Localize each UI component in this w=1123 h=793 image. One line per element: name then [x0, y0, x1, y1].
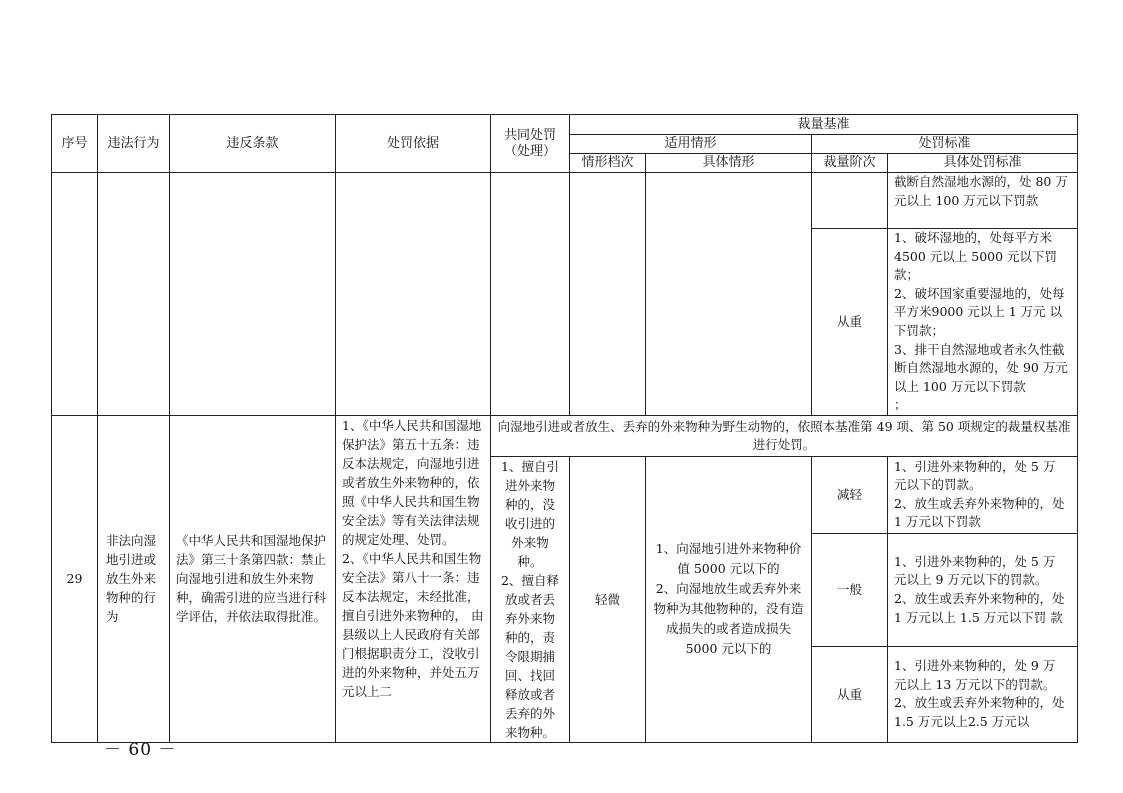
continued-standard-top: 截断自然湿地水源的，处 80 万元以上 100 万元以下罚款 [888, 173, 1078, 229]
discretion-table [51, 114, 1078, 743]
std-line: 2、放生或丢弃外来物种的，处 1 万元以上 1.5 万元以下罚 款 [894, 590, 1065, 625]
page-number: － 60 － [104, 740, 177, 760]
stage-standard [888, 647, 1078, 743]
stage-standard [888, 456, 1078, 533]
item-circumstance [646, 456, 812, 742]
stage-name: 一般 [812, 533, 888, 646]
joint-line: 2、擅自释放或者丢弃外来物种的，责令限期捕回、找回释放或者丢弃的外来物种。 [501, 572, 559, 740]
std-line: 1、引进外来物种的，处 9 万 元以上 13 万元以下的罚款。 [894, 658, 1056, 692]
header-seq: 序号 [52, 115, 98, 173]
header-row-1 [52, 115, 1078, 135]
item-penalty-basis [336, 415, 491, 742]
header-discretion: 裁量基准 [570, 115, 1078, 135]
header-joint-penalty-line2: （处理） [503, 143, 556, 159]
item-violation: 非法向湿地引进或放生外来物种的行为 [98, 415, 170, 742]
std-line: 2、放生或丢弃外来物种的，处 1 万元以下罚款 [894, 495, 1065, 530]
std-line: 1、破坏湿地的，处每平方米 4500 元以上 5000 元以下罚款； [894, 230, 1058, 283]
std-line: 1、引进外来物种的，处 5 万 元以下的罚款。 [894, 458, 1056, 493]
header-violated-clause: 违反条款 [170, 115, 336, 173]
item-level: 轻微 [570, 456, 646, 742]
circumstance-line: 1、向湿地引进外来物种价值 5000 元以下的 [655, 541, 802, 577]
std-line: 2、破坏国家重要湿地的，处每平方米9000 元以上 1 万元 以下罚款； [894, 285, 1065, 338]
circumstance-line: 2、向湿地放生或丢弃外来物种为其他物种的，没有造成损失的或者造成损失 5000 元以下的 [653, 581, 804, 657]
item-joint-penalty [491, 456, 570, 742]
header-standard-detail: 具体处罚标准 [888, 154, 1078, 173]
item-29-note-row [52, 415, 1078, 456]
std-line: 2、放生或丢弃外来物种的，处 1.5 万元以上2.5 万元以 [894, 695, 1065, 730]
header-circumstance: 具体情形 [646, 154, 812, 173]
header-level: 情形档次 [570, 154, 646, 173]
stage-name: 从重 [812, 647, 888, 743]
continued-standard-heavy [888, 229, 1078, 416]
header-violation: 违法行为 [98, 115, 170, 173]
continued-row-1 [52, 173, 1078, 229]
header-joint-penalty [491, 115, 570, 173]
item-violated-clause: 《中华人民共和国湿地保护法》第三十条第四款：禁止向湿地引进和放生外来物种，确需引进的应当进行科学评估，并依法取得批准。 [170, 415, 336, 742]
std-line: ； [894, 397, 907, 413]
continued-stage-heavy: 从重 [812, 229, 888, 416]
header-penalty-basis: 处罚依据 [336, 115, 491, 173]
std-line: 3、排干自然湿地或者永久性截断自然湿地水源的，处 90 万元以上 100 万元以下罚款 [894, 341, 1068, 394]
header-applicable: 适用情形 [570, 135, 812, 154]
std-line: 1、引进外来物种的，处 5 万 元以上 9 万元以下的罚款。 [894, 553, 1056, 588]
joint-line: 1、擅自引进外来物种的，没收引进的外来物种。 [501, 458, 559, 569]
item-seq: 29 [52, 415, 98, 742]
stage-standard [888, 533, 1078, 646]
basis-line: 2、《中华人民共和国生物安全法》第八十一条：违反本法规定，未经批准，擅自引进外来物种的， 由县级以上人民政府有关部门根据职责分工，没收引进的外来物种，并处五万元以上二 [342, 550, 484, 699]
header-joint-penalty-line1: 共同处罚 [503, 127, 556, 143]
stage-name: 减轻 [812, 456, 888, 533]
header-stage: 裁量阶次 [812, 154, 888, 173]
header-penalty-standard: 处罚标准 [812, 135, 1078, 154]
item-wildlife-note: 向湿地引进或者放生、丢弃的外来物种为野生动物的，依照本基准第 49 项、第 50 项规定的裁量权基准进行处罚。 [491, 415, 1078, 456]
basis-line: 1、《中华人民共和国湿地保护法》第五十五条：违反本法规定，向湿地引进或者放生外来物种的，依照《中华人民共和国生物安全法》等有关法律法规的规定处理、处罚。 [342, 417, 482, 547]
